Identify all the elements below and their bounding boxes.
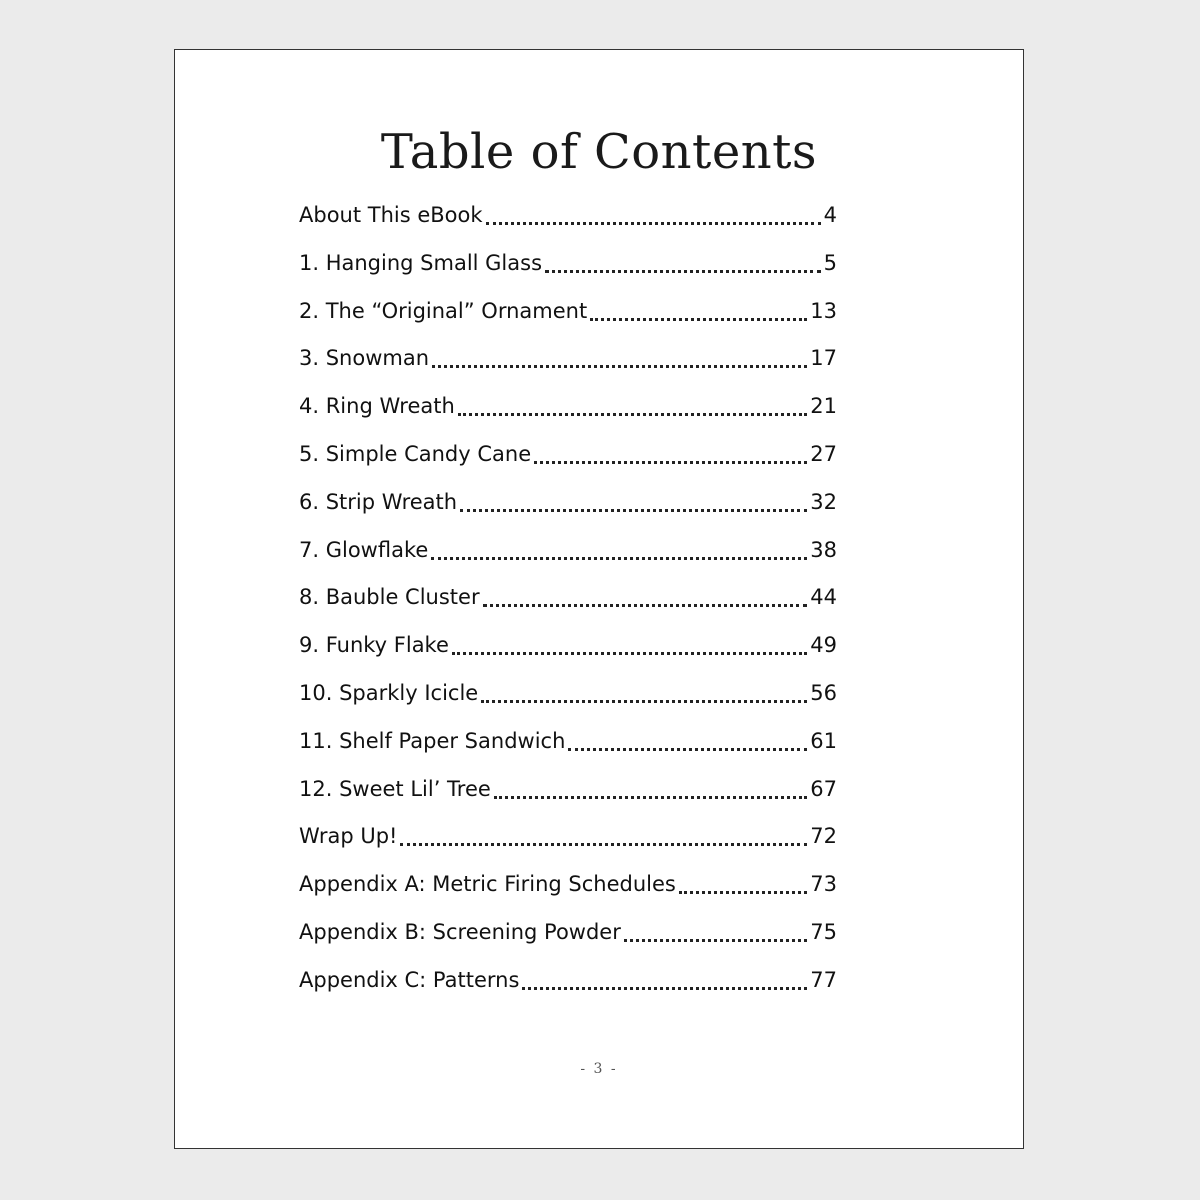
- document-page: [174, 49, 1024, 1149]
- toc-entry-page: 72: [810, 824, 837, 849]
- dot-leader: [481, 679, 807, 703]
- page-title: Table of Contents: [380, 124, 818, 180]
- dot-leader: [590, 297, 807, 321]
- dot-leader: [679, 870, 807, 894]
- toc-entry-title: Appendix B: Screening Powder: [299, 919, 621, 944]
- dot-leader: [458, 392, 807, 416]
- toc-entry[interactable]: [299, 580, 837, 628]
- toc-entry-page: 77: [810, 967, 837, 992]
- toc-entry-page: 5: [823, 250, 837, 275]
- dot-leader: [483, 583, 808, 607]
- dot-leader: [486, 201, 821, 225]
- toc-entry-title: Wrap Up!: [299, 824, 398, 849]
- toc-entry[interactable]: [299, 915, 837, 963]
- toc-entry-page: 32: [810, 489, 837, 514]
- toc-entry-page: 13: [810, 298, 837, 323]
- toc-entry-page: 75: [810, 919, 837, 944]
- dot-leader: [545, 249, 821, 273]
- toc-entry-title: 2. The “Original” Ornament: [299, 298, 588, 323]
- toc-entry-title: Appendix A: Metric Firing Schedules: [299, 872, 676, 897]
- dot-leader: [432, 344, 807, 368]
- toc-entry-title: 6. Strip Wreath: [299, 489, 458, 514]
- toc-entry[interactable]: [299, 294, 837, 342]
- dot-leader: [568, 727, 807, 751]
- toc-entry[interactable]: [299, 819, 837, 867]
- toc-entry[interactable]: [299, 676, 837, 724]
- toc-entry-title: 8. Bauble Cluster: [299, 585, 480, 610]
- toc-entry-page: 61: [810, 728, 837, 753]
- toc-entry-title: 11. Shelf Paper Sandwich: [299, 728, 566, 753]
- toc-entry[interactable]: [299, 628, 837, 676]
- toc-entry[interactable]: [299, 772, 837, 820]
- toc-entry-title: 7. Glowflake: [299, 537, 429, 562]
- toc-entry-title: About This eBook: [299, 203, 483, 227]
- toc-entry-title: Appendix C: Patterns: [299, 967, 520, 992]
- toc-entry-title: 9. Funky Flake: [299, 633, 449, 658]
- dot-leader: [400, 822, 807, 846]
- toc-entry-page: 21: [810, 394, 837, 419]
- toc-entry[interactable]: [299, 867, 837, 915]
- dot-leader: [624, 918, 807, 942]
- toc-entry-title: 5. Simple Candy Cane: [299, 441, 532, 466]
- toc-entry-title: 1. Hanging Small Glass: [299, 250, 543, 275]
- toc-entry[interactable]: [299, 198, 837, 246]
- toc-entry-title: 4. Ring Wreath: [299, 394, 455, 419]
- toc-entry-title: 10. Sparkly Icicle: [299, 680, 479, 705]
- toc-entry[interactable]: [299, 533, 837, 581]
- toc-entry[interactable]: [299, 246, 837, 294]
- toc-entry-page: 67: [810, 776, 837, 801]
- toc-entry[interactable]: [299, 389, 837, 437]
- toc-entry[interactable]: [299, 485, 837, 533]
- toc-entry[interactable]: [299, 437, 837, 485]
- dot-leader: [522, 966, 807, 990]
- toc-entry-title: 12. Sweet Lil’ Tree: [299, 776, 491, 801]
- dot-leader: [460, 488, 807, 512]
- toc-entry-page: 44: [810, 585, 837, 610]
- table-of-contents: [299, 198, 837, 1011]
- dot-leader: [431, 536, 807, 560]
- toc-entry-page: 73: [810, 872, 837, 897]
- toc-entry-page: 38: [810, 537, 837, 562]
- toc-entry-page: 56: [810, 680, 837, 705]
- dot-leader: [494, 775, 807, 799]
- toc-entry[interactable]: [299, 724, 837, 772]
- toc-entry-page: 4: [823, 203, 837, 227]
- page-number: - 3 -: [580, 1061, 618, 1077]
- toc-entry-title: 3. Snowman: [299, 346, 430, 371]
- toc-entry[interactable]: [299, 963, 837, 1011]
- toc-entry[interactable]: [299, 341, 837, 389]
- toc-entry-page: 27: [810, 441, 837, 466]
- dot-leader: [452, 631, 807, 655]
- toc-entry-page: 17: [810, 346, 837, 371]
- toc-entry-page: 49: [810, 633, 837, 658]
- dot-leader: [534, 440, 807, 464]
